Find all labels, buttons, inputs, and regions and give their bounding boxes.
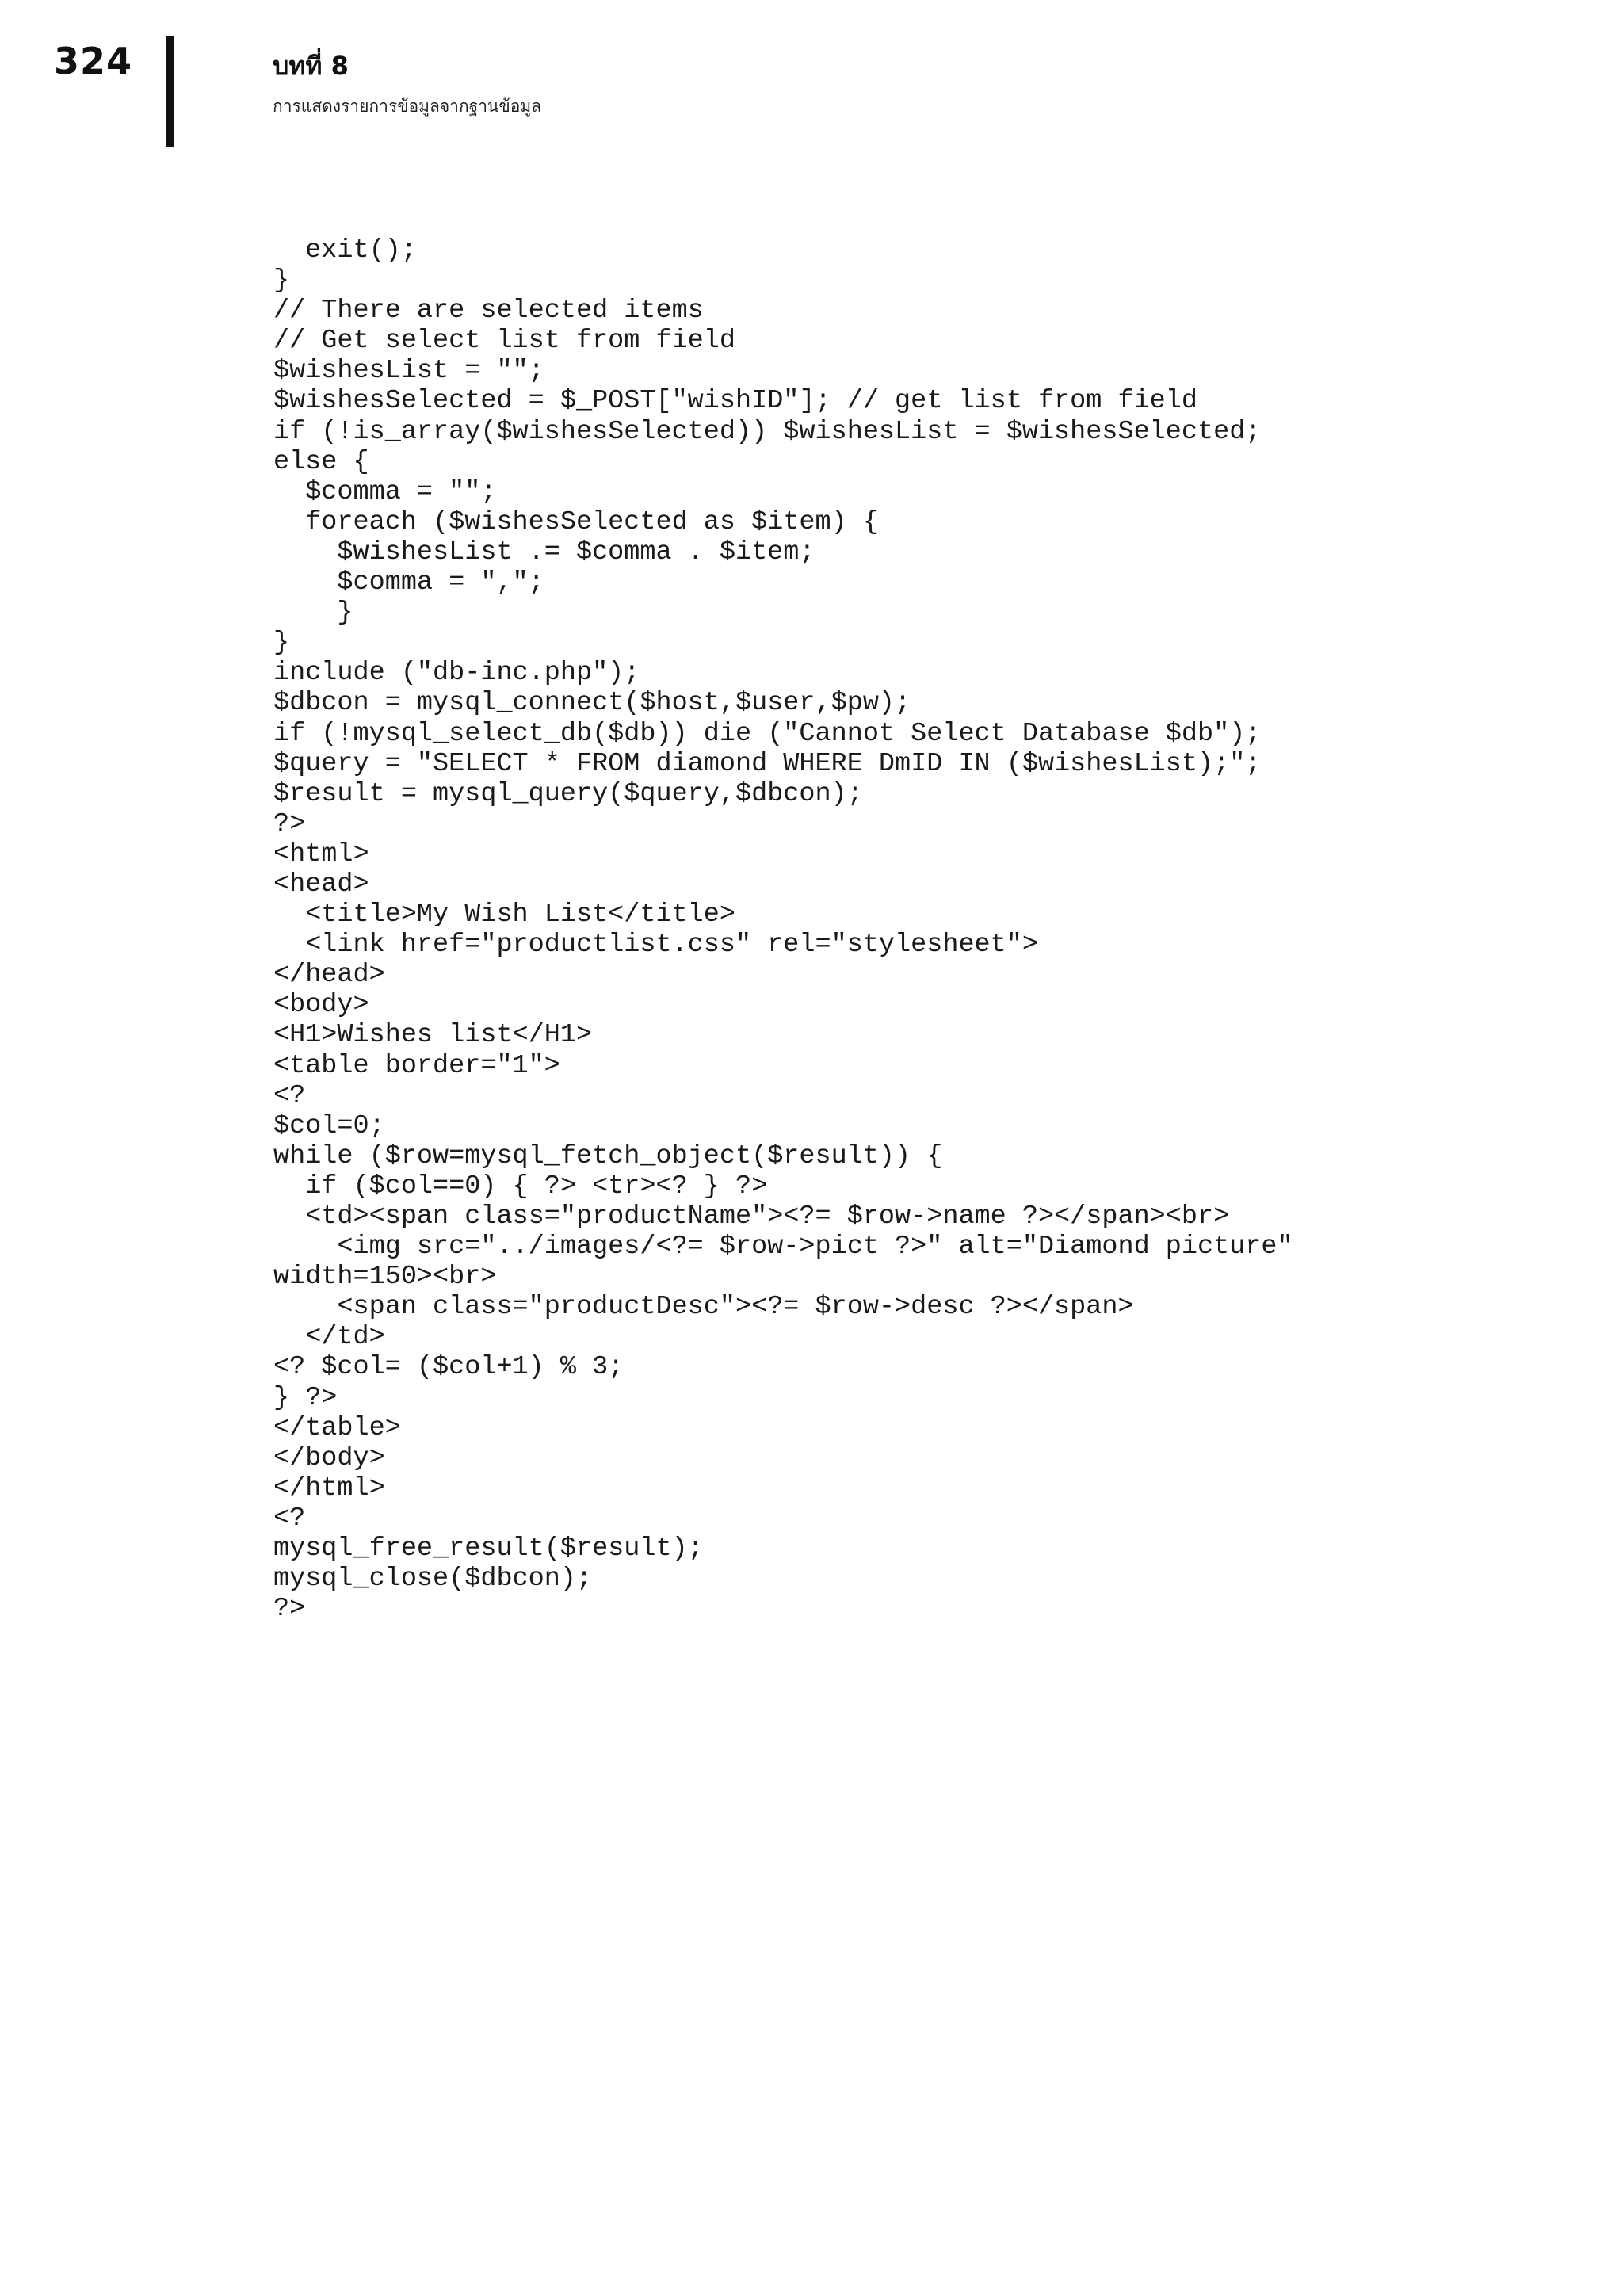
code-line: <img src="../images/<?= $row->pict ?>" alt="Diamond picture": [273, 1232, 1293, 1263]
code-line: <td><span class="productName"><?= $row->name ?></span><br>: [273, 1201, 1230, 1232]
code-line: <?: [273, 1080, 306, 1111]
code-line: while ($row=mysql_fetch_object($result)) {: [273, 1140, 943, 1171]
code-line: </td>: [273, 1322, 385, 1353]
code-line: else {: [273, 446, 369, 477]
code-line: $wishesList .= $comma . $item;: [273, 537, 815, 567]
code-listing: [273, 235, 1589, 1624]
code-line: <? $col= ($col+1) % 3;: [273, 1352, 624, 1383]
code-line: }: [273, 598, 353, 628]
code-line: <?: [273, 1503, 306, 1534]
code-line: $result = mysql_query($query,$dbcon);: [273, 778, 863, 809]
code-line: </html>: [273, 1473, 385, 1503]
code-line: include ("db-inc.php");: [273, 658, 640, 689]
code-line: mysql_close($dbcon);: [273, 1564, 593, 1595]
code-line: $wishesSelected = $_POST["wishID"]; // get list from field: [273, 386, 1197, 417]
code-line: if (!mysql_select_db($db)) die ("Cannot Select Database $db");: [273, 718, 1262, 749]
chapter-subtitle: การแสดงรายการข้อมูลจากฐานข้อมูล: [273, 97, 542, 116]
code-line: $col=0;: [273, 1110, 385, 1141]
code-line: <span class="productDesc"><?= $row->desc ?></span>: [273, 1292, 1134, 1323]
chapter-title: บทที่ 8: [273, 51, 349, 81]
code-line: exit();: [273, 235, 417, 266]
page-number: 324: [54, 40, 133, 82]
code-line: $query = "SELECT * FROM diamond WHERE DmID IN ($wishesList);";: [273, 748, 1262, 779]
code-line: }: [273, 628, 290, 659]
code-line: mysql_free_result($result);: [273, 1534, 704, 1564]
code-line: // There are selected items: [273, 296, 704, 327]
code-line: $comma = "";: [273, 476, 497, 507]
code-line: $comma = ",";: [273, 567, 544, 598]
code-line: <html>: [273, 839, 369, 869]
code-line: ?>: [273, 1594, 306, 1625]
code-line: if (!is_array($wishesSelected)) $wishesList = $wishesSelected;: [273, 416, 1262, 447]
code-line: $wishesList = "";: [273, 356, 544, 387]
code-line: ?>: [273, 808, 306, 839]
code-line: $dbcon = mysql_connect($host,$user,$pw);: [273, 688, 911, 719]
code-line: </table>: [273, 1412, 401, 1443]
code-line: <link href="productlist.css" rel="stylesheet">: [273, 930, 1038, 961]
code-line: <head>: [273, 869, 369, 900]
code-line: } ?>: [273, 1382, 338, 1413]
code-line: <H1>Wishes list</H1>: [273, 1020, 593, 1051]
code-line: // Get select list from field: [273, 326, 735, 357]
code-line: width=150><br>: [273, 1262, 497, 1293]
code-line: <body>: [273, 990, 369, 1021]
code-line: if ($col==0) { ?> <tr><? } ?>: [273, 1171, 768, 1201]
code-line: foreach ($wishesSelected as $item) {: [273, 506, 879, 537]
code-line: }: [273, 266, 290, 296]
code-line: </head>: [273, 960, 385, 991]
code-line: <table border="1">: [273, 1050, 560, 1081]
code-line: </body>: [273, 1442, 385, 1473]
header-divider: [166, 36, 174, 147]
code-line: <title>My Wish List</title>: [273, 900, 735, 930]
